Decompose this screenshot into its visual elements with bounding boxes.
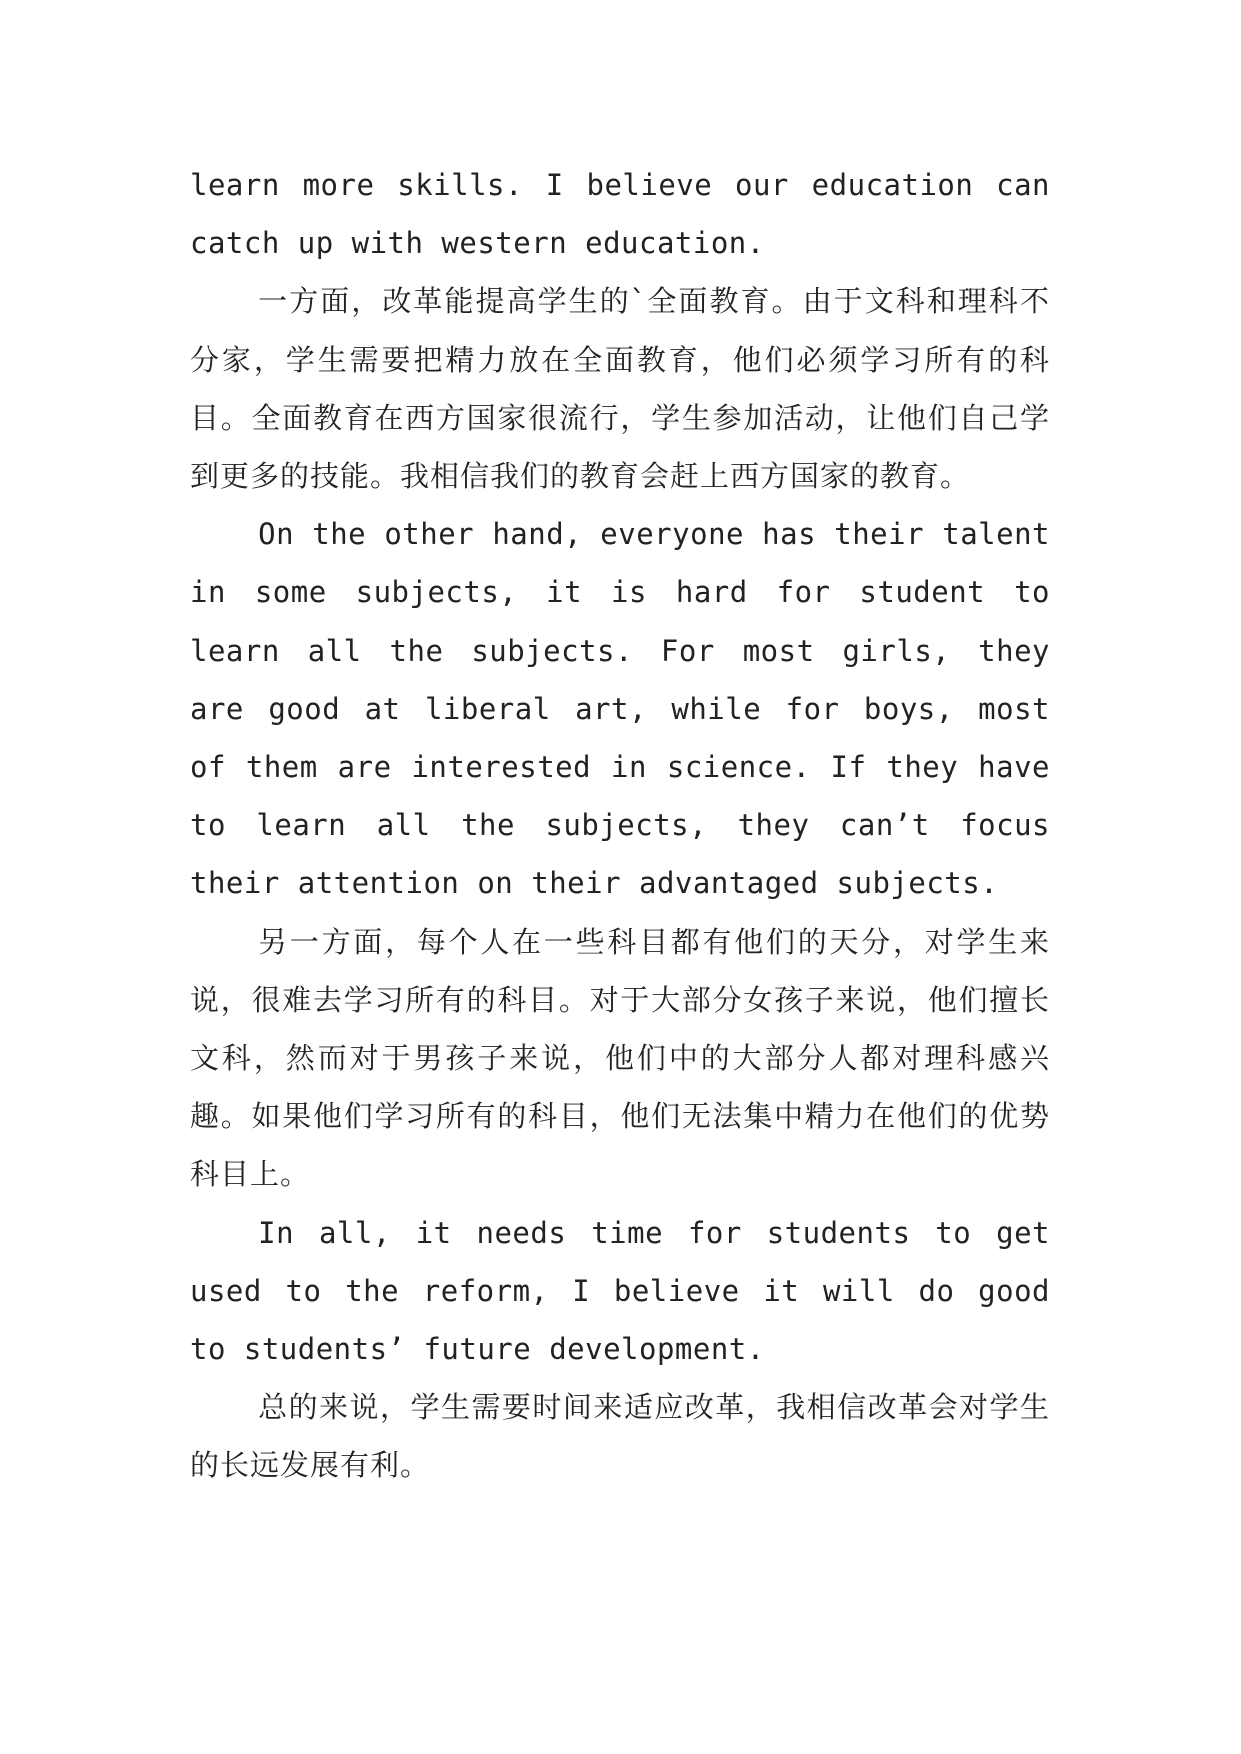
paragraph-english-conclusion: In all, it needs time for students to get used to the reform, I believe it will do good to students’ future development. <box>190 1215 1050 1367</box>
paragraph-english-other-hand: On the other hand, everyone has their talent in some subjects, it is hard for student to learn all the subjects. For most girls, they are good at liberal art, while for boys, most of them are interested in science. If they have to learn all the subjects, they can’t focus their attention on their advantaged subjects. <box>190 517 1050 901</box>
paragraph-chinese-other-hand: 另一方面，每个人在一些科目都有他们的天分，对学生来说，很难去学习所有的科目。对于大部分女孩子来说，他们擅长文科，然而对于男孩子来说，他们中的大部分人都对理科感兴 趣。如果他们学习所有的科目，他们无法集中精力在他们的优势科目上。 <box>190 924 1050 1192</box>
paragraph-english-continuation: learn more skills. I believe our education can catch up with western education. <box>190 168 1050 261</box>
document-body <box>190 156 1050 1495</box>
paragraph-chinese-comprehensive-education: 一方面，改革能提高学生的`全面教育。由于文科和理科不分家，学生需要把精力放在全面教育，他们必须学习所有的科目。全面教育在西方国家很流行，学生参加活动，让他们自己学到更多的技能。我相信我们的教育会赶上西方国家的教育。 <box>190 284 1050 494</box>
paragraph-chinese-conclusion: 总的来说，学生需要时间来适应改革，我相信改革会对学生的长远发展有利。 <box>190 1390 1050 1483</box>
